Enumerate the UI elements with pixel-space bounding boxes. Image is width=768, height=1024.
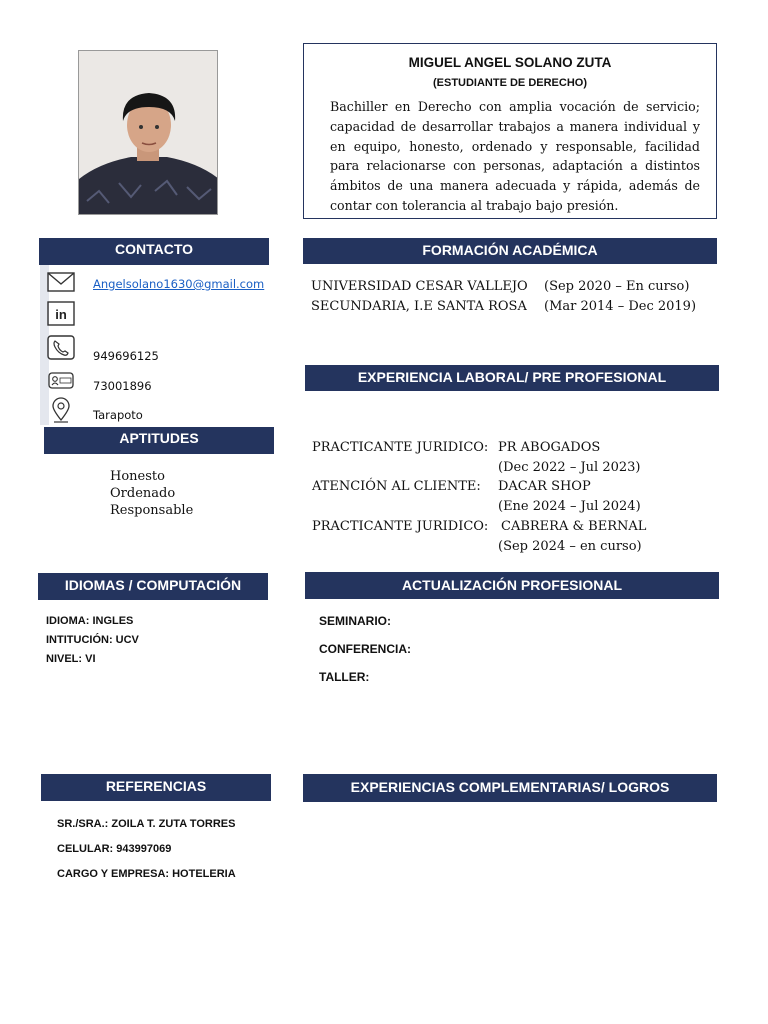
updates-section-title: ACTUALIZACIÓN PROFESIONAL bbox=[305, 572, 719, 599]
language-line: NIVEL: VI bbox=[46, 653, 96, 665]
experience-role-1: PRACTICANTE JURIDICO: bbox=[312, 440, 489, 455]
experience-period-3: (Sep 2024 – en curso) bbox=[498, 539, 642, 554]
skill-item: Responsable bbox=[110, 503, 194, 518]
experience-role-3: PRACTICANTE JURIDICO: bbox=[312, 519, 489, 534]
profile-summary: Bachiller en Derecho con amplia vocación de servicio; capacidad de desarrollar trabajos a manera individual y en equipo, honesto, ordenado y responsable, facilidad para relacionarse con personas, adaptación a distintos ámbitos de una manera adecuada y rápida, además de contar con tolerancia al trabajo bajo presión. bbox=[330, 99, 700, 213]
experience-company-2: DACAR SHOP bbox=[498, 479, 591, 494]
phone-icon bbox=[46, 334, 76, 362]
education-section-title: FORMACIÓN ACADÉMICA bbox=[303, 238, 717, 264]
education-period-1: (Sep 2020 – En curso) bbox=[544, 279, 690, 294]
experience-role-2: ATENCIÓN AL CLIENTE: bbox=[312, 479, 481, 494]
languages-section-title: IDIOMAS / COMPUTACIÓN bbox=[38, 573, 268, 600]
update-line: TALLER: bbox=[319, 670, 370, 684]
reference-line: SR./SRA.: ZOILA T. ZUTA TORRES bbox=[57, 818, 236, 830]
phone-number: 949696125 bbox=[93, 349, 159, 363]
experience-section-title: EXPERIENCIA LABORAL/ PRE PROFESIONAL bbox=[305, 365, 719, 391]
language-line: INTITUCIÓN: UCV bbox=[46, 634, 139, 646]
location-pin-icon bbox=[46, 396, 76, 424]
education-school-1: UNIVERSIDAD CESAR VALLEJO bbox=[311, 279, 528, 294]
profile-photo bbox=[78, 50, 218, 215]
skill-item: Ordenado bbox=[110, 486, 176, 501]
references-section-title: REFERENCIAS bbox=[41, 774, 271, 801]
experience-period-1: (Dec 2022 – Jul 2023) bbox=[498, 460, 641, 475]
education-school-2: SECUNDARIA, I.E SANTA ROSA bbox=[311, 299, 527, 314]
reference-line: CELULAR: 943997069 bbox=[57, 843, 172, 855]
dni-card-icon bbox=[46, 367, 76, 395]
email-link[interactable]: Angelsolano1630@gmail.com bbox=[93, 277, 265, 291]
linkedin-icon[interactable] bbox=[46, 300, 76, 328]
city: Tarapoto bbox=[93, 408, 143, 422]
header-box bbox=[303, 43, 717, 219]
skills-section-title: APTITUDES bbox=[44, 427, 274, 454]
update-line: CONFERENCIA: bbox=[319, 642, 411, 656]
achievements-section-title: EXPERIENCIAS COMPLEMENTARIAS/ LOGROS bbox=[303, 774, 717, 802]
update-line: SEMINARIO: bbox=[319, 614, 391, 628]
full-name: MIGUEL ANGEL SOLANO ZUTA bbox=[408, 55, 612, 70]
skill-item: Honesto bbox=[110, 469, 165, 484]
role-subtitle: (ESTUDIANTE DE DERECHO) bbox=[432, 77, 587, 89]
education-period-2: (Mar 2014 – Dec 2019) bbox=[544, 299, 697, 314]
dni-number: 73001896 bbox=[93, 379, 152, 393]
reference-line: CARGO Y EMPRESA: HOTELERIA bbox=[57, 868, 236, 880]
portrait-image bbox=[79, 51, 218, 215]
language-line: IDIOMA: INGLES bbox=[46, 615, 134, 627]
experience-company-1: PR ABOGADOS bbox=[498, 440, 601, 455]
experience-period-2: (Ene 2024 – Jul 2024) bbox=[498, 499, 641, 514]
experience-company-3: CABRERA & BERNAL bbox=[501, 519, 647, 534]
contact-section-title: CONTACTO bbox=[39, 238, 269, 265]
svg-text:in: in bbox=[55, 307, 67, 322]
envelope-icon bbox=[46, 268, 76, 296]
